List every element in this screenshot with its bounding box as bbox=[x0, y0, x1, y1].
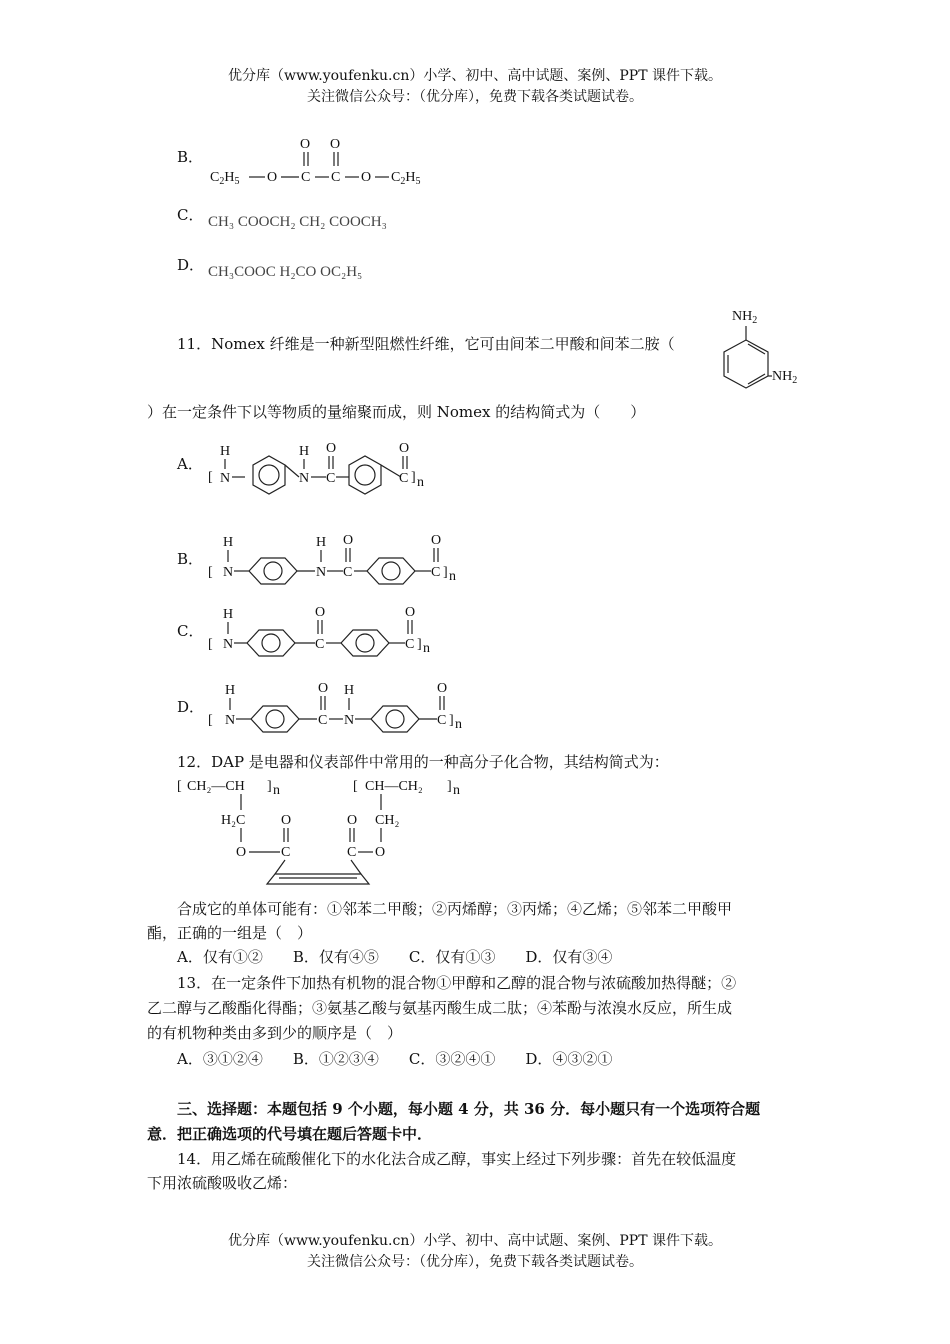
svg-text:N: N bbox=[225, 713, 236, 728]
svg-text:N: N bbox=[316, 565, 327, 580]
svg-text:[: [ bbox=[208, 713, 213, 728]
svg-text:H: H bbox=[344, 683, 355, 698]
q10-option-c-formula: CH₃ COOCH₂ CH₂ COOCH₃ bbox=[208, 214, 387, 230]
svg-text:]: ] bbox=[447, 779, 452, 794]
q11-option-a-structure bbox=[205, 435, 435, 500]
svg-text:CH₂: CH₂ bbox=[375, 813, 400, 828]
svg-text:C: C bbox=[343, 565, 353, 580]
q10-option-d-formula: CH₃COOC H₂CO OC₂H₅ bbox=[208, 264, 363, 280]
q11-option-c-label: C． bbox=[177, 622, 204, 640]
header-line-1: 优分库（www.youfenku.cn）小学、初中、高中试题、案例、PPT 课件下载。 bbox=[227, 68, 722, 84]
svg-text:CH—CH₂: CH—CH₂ bbox=[365, 779, 423, 794]
svg-text:H: H bbox=[223, 607, 234, 622]
svg-text:n: n bbox=[273, 783, 280, 798]
svg-text:C2H5: $C_2H_5$ bbox=[210, 170, 240, 187]
q12-line-1: 合成它的单体可能有：①邻苯二甲酸；②丙烯醇；③丙烯；④乙烯；⑤邻苯二甲酸甲 bbox=[177, 900, 733, 918]
q11-option-d-label: D． bbox=[177, 698, 205, 716]
svg-text:]: ] bbox=[449, 713, 454, 728]
q10-option-c-label: C． bbox=[177, 206, 204, 224]
q11-option-d-structure bbox=[205, 676, 475, 736]
svg-text:N: N bbox=[220, 471, 231, 486]
q14-line-2: 下用浓硫酸吸收乙烯： bbox=[147, 1174, 298, 1192]
svg-text:O: O bbox=[375, 845, 386, 860]
svg-text:[: [ bbox=[177, 779, 182, 794]
svg-text:CH₂—CH: CH₂—CH bbox=[187, 779, 245, 794]
q10-option-d-label: D． bbox=[177, 256, 205, 274]
svg-text:O: O bbox=[399, 441, 410, 456]
svg-text:O: O bbox=[437, 681, 448, 696]
svg-text:C2H5: $C_2H_5$ bbox=[391, 170, 421, 187]
svg-text:O: O bbox=[330, 137, 341, 152]
svg-text:[: [ bbox=[208, 470, 213, 485]
q12-stem: 12．DAP 是电器和仪表部件中常用的一种高分子化合物，其结构简式为： bbox=[177, 753, 669, 771]
q13-line-3: 的有机物种类由多到少的顺序是（ ） bbox=[147, 1024, 403, 1042]
q13-options: A．③①②④ B．①②③④ C．③②④① D．④③②① bbox=[177, 1050, 613, 1068]
svg-text:[: [ bbox=[208, 637, 213, 652]
svg-text:n: n bbox=[449, 569, 456, 584]
svg-text:C: C bbox=[301, 170, 311, 185]
svg-text:O: O bbox=[405, 605, 416, 620]
svg-text:n: n bbox=[455, 717, 462, 732]
q10-option-b-structure bbox=[205, 130, 445, 190]
svg-text:C: C bbox=[315, 637, 325, 652]
svg-text:O: O bbox=[281, 813, 292, 828]
svg-text:C: C bbox=[281, 845, 291, 860]
svg-text:O: O bbox=[318, 681, 329, 696]
q11-option-c-structure bbox=[205, 600, 445, 660]
svg-text:H₂C: H₂C bbox=[221, 813, 246, 828]
section-3-heading-line-1: 三、选择题：本题包括 9 个小题，每小题 4 分，共 36 分．每小题只有一个选项符合题 bbox=[177, 1100, 761, 1118]
svg-text:C: C bbox=[437, 713, 447, 728]
q13-line-1: 13．在一定条件下加热有机物的混合物①甲醇和乙醇的混合物与浓硫酸加热得醚；② bbox=[177, 974, 737, 992]
svg-text:C: C bbox=[318, 713, 328, 728]
svg-text:O: O bbox=[431, 533, 442, 548]
svg-text:O: O bbox=[300, 137, 311, 152]
svg-text:H: H bbox=[316, 535, 327, 550]
q11-option-a-label: A． bbox=[177, 455, 203, 473]
svg-text:H: H bbox=[225, 683, 236, 698]
svg-text:C: C bbox=[431, 565, 441, 580]
svg-text:N: N bbox=[299, 471, 310, 486]
svg-text:C: C bbox=[347, 845, 357, 860]
svg-text:C: C bbox=[326, 471, 336, 486]
svg-text:n: n bbox=[423, 641, 430, 656]
dap-polymer-structure bbox=[175, 770, 485, 895]
svg-text:O: O bbox=[326, 441, 337, 456]
header-line-2: 关注微信公众号：（优分库），免费下载各类试题试卷。 bbox=[307, 89, 643, 105]
svg-text:]: ] bbox=[443, 565, 448, 580]
svg-text:O: O bbox=[315, 605, 326, 620]
q11-option-b-label: B． bbox=[177, 550, 204, 568]
svg-text:NH2: $NH_2$ bbox=[732, 309, 758, 326]
svg-text:H: H bbox=[220, 444, 231, 459]
svg-text:]: ] bbox=[267, 779, 272, 794]
q14-line-1: 14．用乙烯在硫酸催化下的水化法合成乙醇，事实上经过下列步骤：首先在较低温度 bbox=[177, 1150, 737, 1168]
svg-text:N: N bbox=[223, 565, 234, 580]
q12-options: A．仅有①② B．仅有④⑤ C．仅有①③ D．仅有③④ bbox=[177, 948, 613, 966]
svg-text:O: O bbox=[236, 845, 247, 860]
q11-stem-part2: ）在一定条件下以等物质的量缩聚而成，则 Nomex 的结构简式为（ ） bbox=[147, 403, 646, 421]
section-3-heading-line-2: 意．把正确选项的代号填在题后答题卡中． bbox=[147, 1125, 433, 1143]
svg-text:[: [ bbox=[208, 565, 213, 580]
svg-text:]: ] bbox=[417, 637, 422, 652]
q11-stem-part1: 11．Nomex 纤维是一种新型阻燃性纤维，它可由间苯二甲酸和间苯二胺（ bbox=[177, 335, 675, 353]
svg-text:O: O bbox=[267, 170, 278, 185]
svg-text:NH2: $NH_2$ bbox=[772, 369, 798, 386]
svg-text:O: O bbox=[343, 533, 354, 548]
svg-text:H: H bbox=[223, 535, 234, 550]
svg-text:[: [ bbox=[353, 779, 358, 794]
svg-text:O: O bbox=[361, 170, 372, 185]
footer-line-1: 优分库（www.youfenku.cn）小学、初中、高中试题、案例、PPT 课件下载。 bbox=[227, 1233, 722, 1249]
svg-text:N: N bbox=[344, 713, 355, 728]
m-phenylenediamine-structure bbox=[712, 300, 822, 395]
svg-text:N: N bbox=[223, 637, 234, 652]
svg-text:C: C bbox=[405, 637, 415, 652]
svg-text:n: n bbox=[453, 783, 460, 798]
svg-text:O: O bbox=[347, 813, 358, 828]
q13-line-2: 乙二醇与乙酸酯化得酯；③氨基乙酸与氨基丙酸生成二肽；④苯酚与浓溴水反应，所生成 bbox=[147, 999, 733, 1017]
svg-text:C: C bbox=[399, 471, 409, 486]
svg-text:]: ] bbox=[411, 470, 416, 485]
svg-text:C: C bbox=[331, 170, 341, 185]
q10-option-b-label: B． bbox=[177, 148, 204, 166]
svg-text:n: n bbox=[417, 475, 424, 490]
svg-text:H: H bbox=[299, 444, 310, 459]
q11-option-b-structure bbox=[205, 528, 465, 588]
q12-line-2: 酯，正确的一组是（ ） bbox=[147, 924, 313, 942]
footer-line-2: 关注微信公众号：（优分库），免费下载各类试题试卷。 bbox=[307, 1254, 643, 1270]
